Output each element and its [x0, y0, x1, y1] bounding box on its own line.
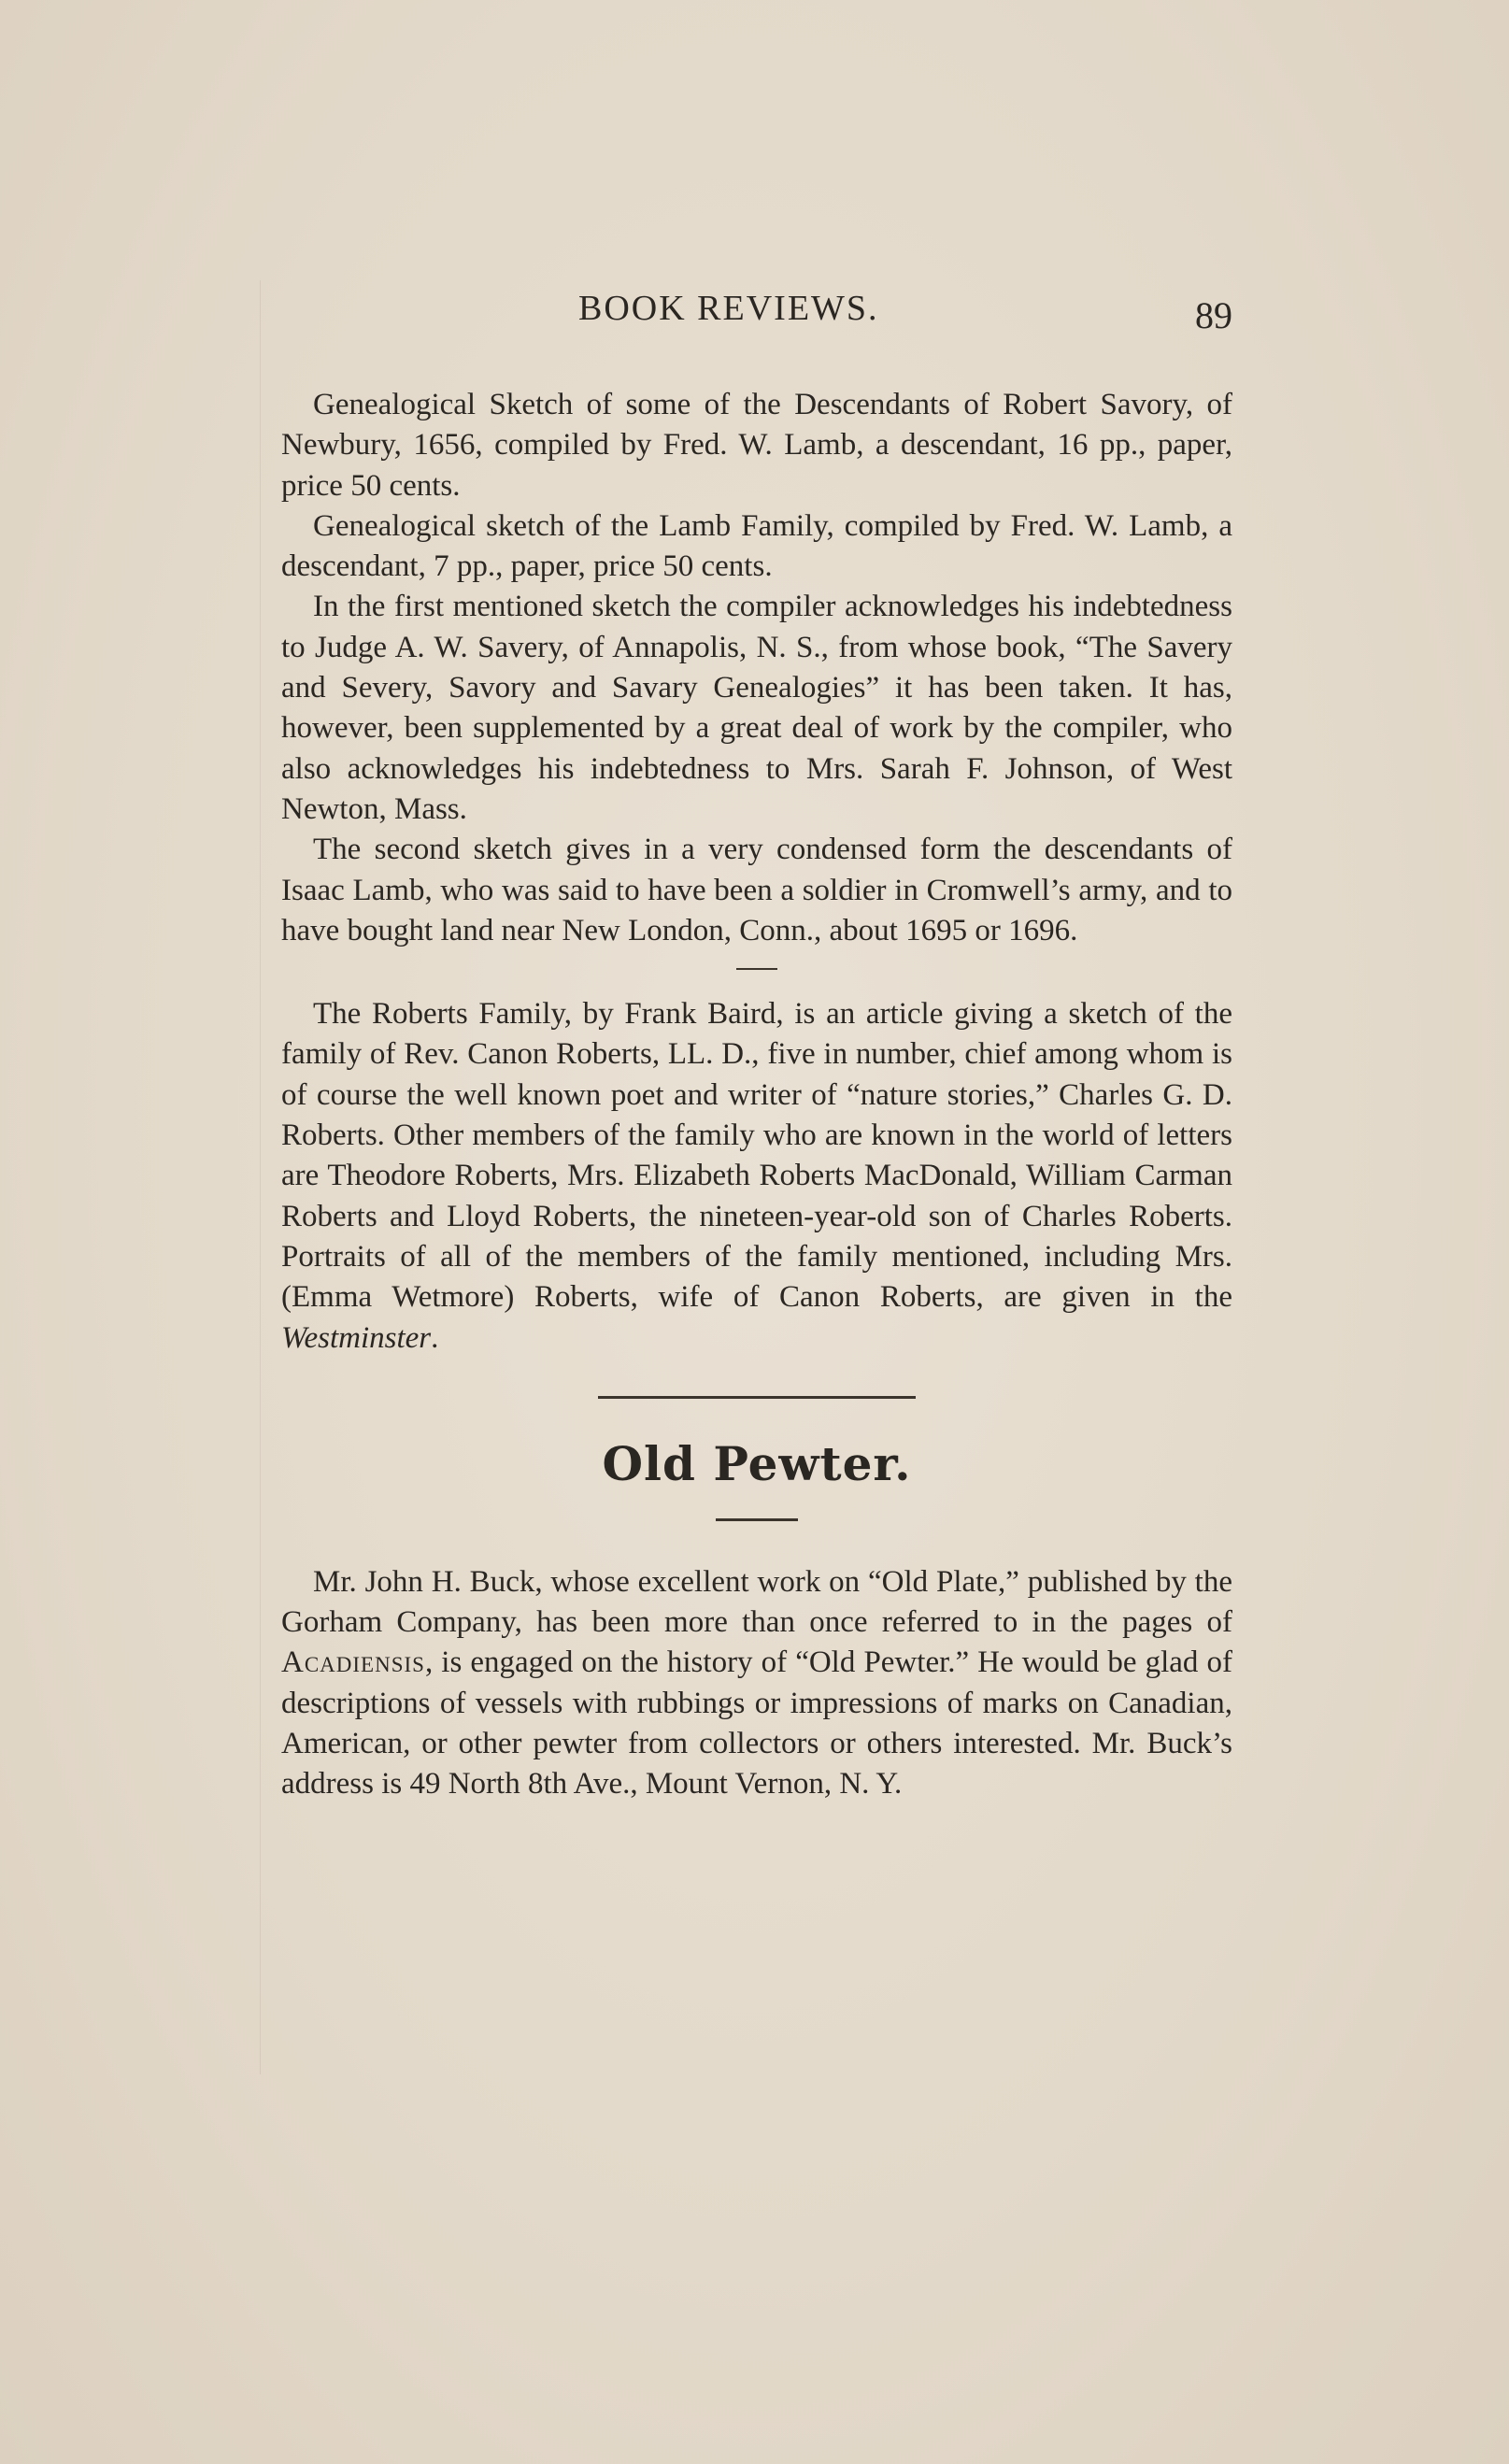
pewter-text: Mr. John H. Buck, whose excellent work on “Old Plate,” published by the Gorham Company, has been more than once referred to in the pages of — [281, 1564, 1232, 1640]
review-lamb-paragraph: Genealogical sketch of the Lamb Family, compiled by Fred. W. Lamb, a descendant, 7 pp., paper, price 50 cents. — [281, 508, 1232, 584]
review-roberts-paragraph — [281, 994, 1232, 1359]
review-second-sketch-paragraph: The second sketch gives in a very condensed form the descendants of Isaac Lamb, who was said to have been a soldier in Cromwell’s army, and to have bought land near New London, Conn., about 1695 or 1696. — [281, 833, 1232, 947]
westminster-title: Westminster — [281, 1320, 432, 1355]
running-head — [261, 280, 1232, 336]
heading-underline-rule — [716, 1518, 798, 1521]
pewter-text-end: , is engaged on the history of “Old Pewter.” He would be glad of descriptions of vessels with rubbings or impressions of marks on Canadian, American, or other pewter from collectors or others interested. Mr. Buck’s address is 49 North 8th Ave., Mount Vernon, N. Y. — [281, 1645, 1232, 1802]
text-block — [260, 280, 1232, 2074]
section-divider-short — [736, 968, 777, 970]
roberts-text-end: . — [431, 1320, 439, 1355]
body-text — [281, 385, 1232, 1805]
old-pewter-heading: Old Pewter. — [602, 1435, 912, 1491]
section-divider-long — [598, 1396, 916, 1399]
review-first-sketch-paragraph: In the first mentioned sketch the compiler acknowledges his indebtedness to Judge A. W. Savery, of Annapolis, N. S., from whose book, “The Savery and Severy, Savory and Savary Genealogies” it has been taken. It has, however, been supplemented by a great deal of work by the compiler, who also acknowledges his indebtedness to Mrs. Sarah F. Johnson, of West Newton, Mass. — [281, 590, 1232, 826]
roberts-text: The Roberts Family, by Frank Baird, is an article giving a sketch of the family of Rev. Canon Roberts, LL. D., five in number, chief among whom is of course the well known poet and writer of “nature stories,” Charles G. D. Roberts. Other members of the family who are known in the world of letters are Theodore Roberts, Mrs. Elizabeth Roberts MacDonald, William Carman Roberts and Lloyd Roberts, the nineteen-year-old son of Charles Roberts. Portraits of all of the members of the family mentioned, including Mrs. (Emma Wetmore) Roberts, wife of Canon Roberts, are given in the — [281, 997, 1232, 1315]
running-head-title: BOOK REVIEWS. — [578, 289, 879, 328]
page-number: 89 — [1195, 294, 1232, 336]
old-pewter-paragraph — [281, 1562, 1232, 1805]
review-savory-paragraph: Genealogical Sketch of some of the Descendants of Robert Savory, of Newbury, 1656, compiled by Fred. W. Lamb, a descendant, 16 pp., paper, price 50 cents. — [281, 388, 1232, 503]
acadiensis-title: Acadiensis — [281, 1645, 425, 1680]
